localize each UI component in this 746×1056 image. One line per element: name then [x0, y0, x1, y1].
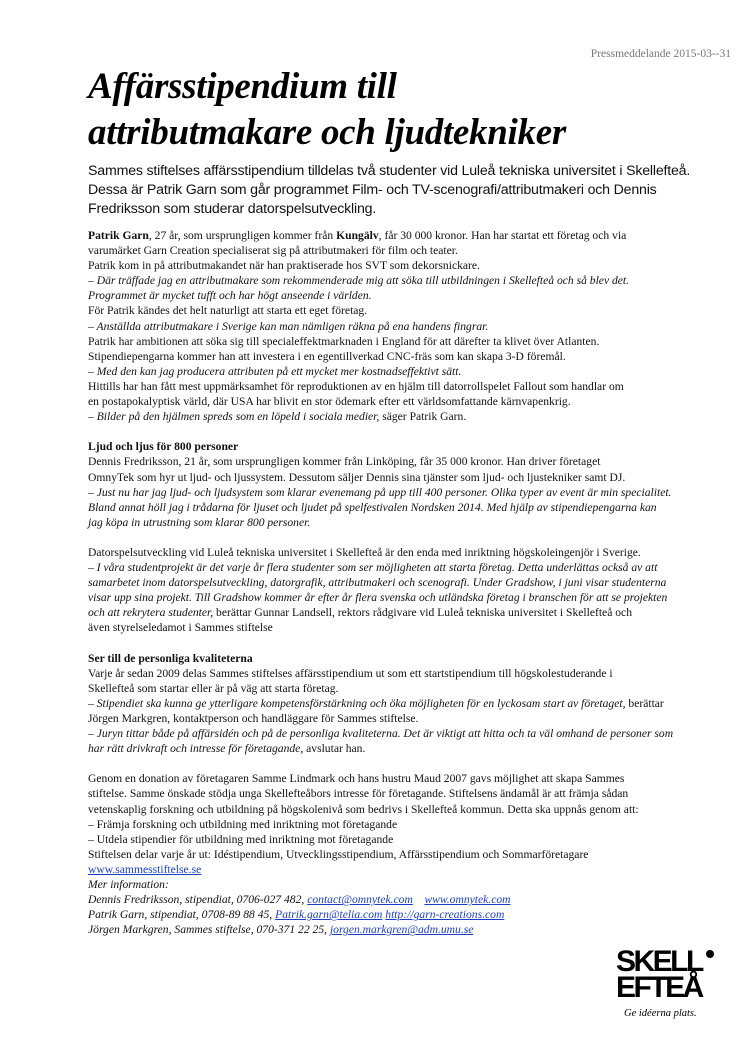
body-line: – Utdela stipendier för utbildning med inriktning mot företagande [88, 832, 394, 846]
title-line-2: attributmakare och ljudtekniker [88, 112, 566, 153]
quote-line: – Just nu har jag ljud- och ljudsystem som klarar evenemang på upp till 400 personer. Olika typer av event är min specialitet. [88, 485, 672, 499]
quote-text: har rätt drivkraft och intresse för företagande, [88, 742, 304, 756]
quote-line: visar upp sina projekt. Till Gradshow kommer år efter år flera svenska och utländska företag i branschen för att se projekten [88, 591, 668, 605]
lead-line: Dessa är Patrik Garn som går programmet Film- och TV-scenografi/attributmakeri och Dennis [88, 182, 657, 198]
contact-line [88, 907, 708, 922]
logo-line-1: SKELL [616, 945, 702, 978]
website-link[interactable]: www.sammesstiftelse.se [88, 862, 202, 876]
body-line: Datorspelsutveckling vid Luleå tekniska universitet i Skellefteå är den enda med inriktning högskoleingenjör i Sverige. [88, 545, 641, 559]
quote-line: – Med den kan jag producera attributen på ett mycket mer kostnadseffektivt sätt. [88, 364, 462, 378]
logo-line-2: EFTEÅ [616, 971, 702, 1004]
quote-text: och att rekrytera studenter, [88, 606, 214, 620]
body-line: OmnyTek som hyr ut ljud- och ljussystem. Dessutom säljer Dennis sina tjänster som ljud- och ljustekniker samt DJ. [88, 470, 626, 484]
attribution: berättar Gunnar Landsell, rektors rådgivare vid Luleå tekniska universitet i Skellefteå och [213, 606, 632, 620]
title-line-1: Affärsstipendium till [88, 66, 397, 107]
logo-dot-icon [706, 950, 714, 958]
quote-line: – Anställda attributmakare i Sverige kan man nämligen räkna på ena handens fingrar. [88, 319, 489, 333]
text: , får 30 000 kronor. Han har startat ett företag och via [378, 229, 627, 242]
contact-text: Dennis Fredriksson, stipendiat, 0706-027 482, [88, 893, 308, 907]
body-line: Varje år sedan 2009 delas Sammes stiftelses affärsstipendium ut som ett startstipendium till högskolestuderande i [88, 666, 613, 680]
body-line: varumärket Garn Creation specialiserat sig på attributmakeri för film och teater. [88, 244, 458, 258]
body-line: Dennis Fredriksson, 21 år, som ursprungligen kommer från Linköping, får 35 000 kronor. Han driver företaget [88, 455, 601, 469]
place-name: Kungälv [336, 229, 379, 242]
spacer [88, 756, 708, 771]
quote-line [88, 741, 708, 756]
lead-line: Fredriksson som studerar datorspelsutveckling. [88, 201, 377, 217]
body-line: Genom en donation av företagaren Samme Lindmark och hans hustru Maud 2007 gavs möjlighet att skapa Sammes [88, 772, 625, 786]
quote-line: jag köpa in utrustning som klarar 800 personer. [88, 515, 311, 529]
body-line: Skellefteå som startar eller är på väg att starta företag. [88, 681, 339, 695]
contact-text: Jörgen Markgren, Sammes stiftelse, 070-371 22 25, [88, 923, 330, 937]
body-line: Patrik har ambitionen att söka sig till specialeffektmarknaden i England för att därefter ta klivet över Atlanten. [88, 334, 600, 348]
attribution: avslutar han. [303, 742, 366, 756]
email-link[interactable]: jorgen.markgren@adm.umu.se [329, 923, 474, 937]
attribution: säger Patrik Garn. [379, 410, 467, 424]
lead-line: Sammes stiftelses affärsstipendium tilldelas två studenter vid Luleå tekniska universitet i Skellefteå. [88, 163, 691, 179]
quote-line: – Juryn tittar både på affärsidén och på de personliga kvaliteterna. Det är viktigt att hitta och ta väl omhand de personer som [88, 727, 674, 741]
quote-line [88, 409, 708, 424]
contacts-heading: Mer information: [88, 878, 169, 892]
body-line: Stipendiepengarna kommer han att investera i en egentillverkad CNC-fräs som kan skapa 3-D föremål. [88, 349, 566, 363]
skelleftea-logo [612, 946, 722, 1026]
body-line: – Främja forskning och utbildning med inriktning mot företagande [88, 817, 398, 831]
press-release-date: Pressmeddelande 2015-03--31 [590, 48, 731, 60]
quote-line: – Där träffade jag en attributmakare som rekommenderade mig att söka till utbildningen i Skellefteå och så blev det. [88, 274, 630, 288]
body-line: Jörgen Markgren, kontaktperson och handläggare för Sammes stiftelse. [88, 712, 419, 725]
logo-tagline: Ge idéerna plats. [624, 1008, 697, 1019]
contact-line [88, 922, 708, 937]
body-line: en postapokalyptisk värld, där USA har blivit en stor ödemark efter ett världsomfattande kärnvapenkrig. [88, 395, 571, 409]
contact-line [88, 892, 708, 907]
spacer [88, 530, 708, 545]
body-line [88, 228, 708, 243]
lead-paragraph [88, 162, 728, 219]
body-line: stiftelse. Samme önskade stödja unga Skellefteåbors intresse för företagande. Stiftelsens ändamål är att främja sådan [88, 787, 629, 801]
website-line [88, 862, 708, 877]
person-name: Patrik Garn [88, 229, 149, 242]
web-link[interactable]: www.omnytek.com [424, 893, 511, 907]
quote-line: samarbetet inom datorspelsutveckling, datorgrafik, attributmakeri och scenografi. Under Gradshow, i juni visar studenterna [88, 576, 667, 590]
attribution: berättar [625, 696, 664, 710]
text: , 27 år, som ursprungligen kommer från [148, 229, 337, 242]
quote-line [88, 696, 708, 711]
email-link[interactable]: Patrik.garn@telia.com [275, 908, 383, 922]
body-line: Hittills har han fått mest uppmärksamhet för reproduktionen av en hjälm till datorrollspelet Fallout som handlar om [88, 379, 624, 393]
article-body [88, 228, 708, 937]
quote-text: – Stipendiet ska kunna ge ytterligare kompetensförstärkning och öka möjligheten för en lyckosam start av företaget, [88, 696, 626, 710]
quote-text: – Bilder på den hjälmen spreds som en löpeld i sociala medier, [88, 410, 380, 424]
body-line: Stiftelsen delar varje år ut: Idéstipendium, Utvecklingsstipendium, Affärsstipendium och Sommarföretagare [88, 847, 589, 861]
quote-line: Bland annat höll jag i trådarna för ljuset och ljudet på spelfestivalen Nordsken 2014. Med hjälp av stipendiepengarna kan [88, 500, 657, 514]
body-line: vetenskaplig forskning och utbildning på högskolenivå som bedrivs i Skellefteå kommun. Detta ska uppnås genom att: [88, 802, 639, 816]
section-heading: Ser till de personliga kvaliteterna [88, 651, 253, 665]
section-heading: Ljud och ljus för 800 personer [88, 440, 239, 454]
spacer [88, 636, 708, 651]
contact-text: Patrik Garn, stipendiat, 0708-89 88 45, [88, 908, 276, 922]
web-link[interactable]: http://garn-creations.com [385, 908, 505, 922]
body-line: För Patrik kändes det helt naturligt att starta ett eget företag. [88, 304, 368, 318]
quote-line: – I våra studentprojekt är det varje år flera studenter som ser möjligheten att starta företag. Detta underlättas också av att [88, 561, 658, 575]
body-line: även styrelseledamot i Sammes stiftelse [88, 621, 273, 635]
quote-line [88, 605, 708, 620]
quote-line: Programmet är mycket tufft och har högt anseende i världen. [88, 289, 372, 303]
page-title [88, 64, 566, 156]
spacer [88, 424, 708, 439]
email-link[interactable]: contact@omnytek.com [307, 893, 413, 907]
body-line: Patrik kom in på attributmakandet när han praktiserade hos SVT som dekorsnickare. [88, 259, 480, 273]
